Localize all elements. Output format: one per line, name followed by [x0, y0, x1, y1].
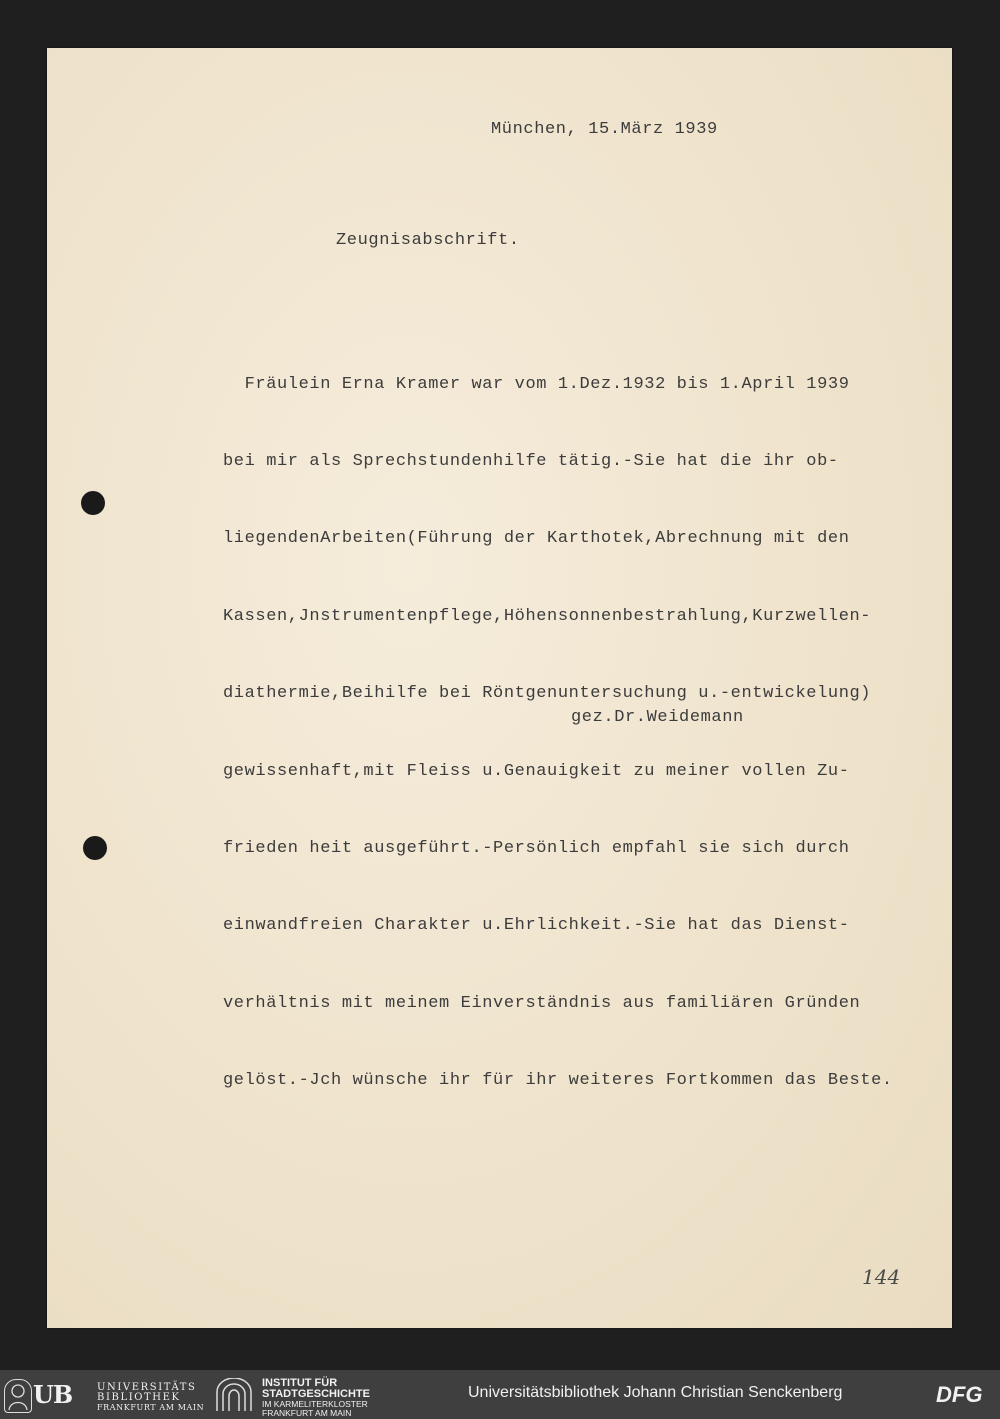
signature: gez.Dr.Weidemann — [571, 708, 744, 727]
ub-line-2: BIBLIOTHEK — [97, 1392, 181, 1403]
body-line: Fräulein Erna Kramer war vom 1.Dez.1932 bis 1.April 1939 — [223, 374, 850, 394]
ub-line-1: UNIVERSITÄTS — [97, 1382, 197, 1393]
punch-hole-bottom — [83, 836, 107, 860]
isg-line-2: STADTGESCHICHTE — [262, 1388, 370, 1400]
isg-line-3: IM KARMELITERKLOSTER — [262, 1399, 368, 1409]
body-line: bei mir als Sprechstundenhilfe tätig.-Sie hat die ihr ob- — [223, 451, 839, 471]
body-line: liegendenArbeiten(Führung der Karthotek,Abrechnung mit den — [223, 529, 850, 549]
body-line: gelöst.-Jch wünsche ihr für ihr weiteres Fortkommen das Beste. — [223, 1071, 893, 1091]
punch-hole-top — [81, 491, 105, 515]
library-title: Universitätsbibliothek Johann Christian Senckenberg — [468, 1384, 843, 1401]
ub-line-3: FRANKFURT AM MAIN — [97, 1403, 205, 1412]
document-heading: Zeugnisabschrift. — [336, 231, 520, 250]
letter-body — [223, 320, 893, 1146]
body-line: Kassen,Jnstrumentenpflege,Höhensonnenbestrahlung,Kurzwellen- — [223, 606, 872, 626]
isg-name — [262, 1378, 370, 1418]
footer-bar — [0, 1370, 1000, 1419]
body-line: gewissenhaft,mit Fleiss u.Genauigkeit zu meiner vollen Zu- — [223, 761, 850, 781]
body-line: frieden heit ausgeführt.-Persönlich empfahl sie sich durch — [223, 838, 850, 858]
ub-logo-text: UB — [33, 1380, 73, 1409]
isg-line-1: INSTITUT FÜR — [262, 1377, 338, 1389]
body-line: einwandfreien Charakter u.Ehrlichkeit.-Sie hat das Dienst- — [223, 916, 850, 936]
page-number: 144 — [862, 1265, 901, 1289]
body-line: diathermie,Beihilfe bei Röntgenuntersuchung u.-entwickelung) — [223, 684, 872, 704]
body-line: verhältnis mit meinem Einverständnis aus familiären Gründen — [223, 993, 861, 1013]
isg-arches-icon — [215, 1378, 253, 1412]
ub-name — [97, 1383, 204, 1413]
dfg-logo: DFG — [936, 1382, 983, 1407]
isg-line-4: FRANKFURT AM MAIN — [262, 1408, 352, 1418]
ub-portrait-icon — [4, 1379, 32, 1413]
date-line: München, 15.März 1939 — [491, 120, 718, 139]
